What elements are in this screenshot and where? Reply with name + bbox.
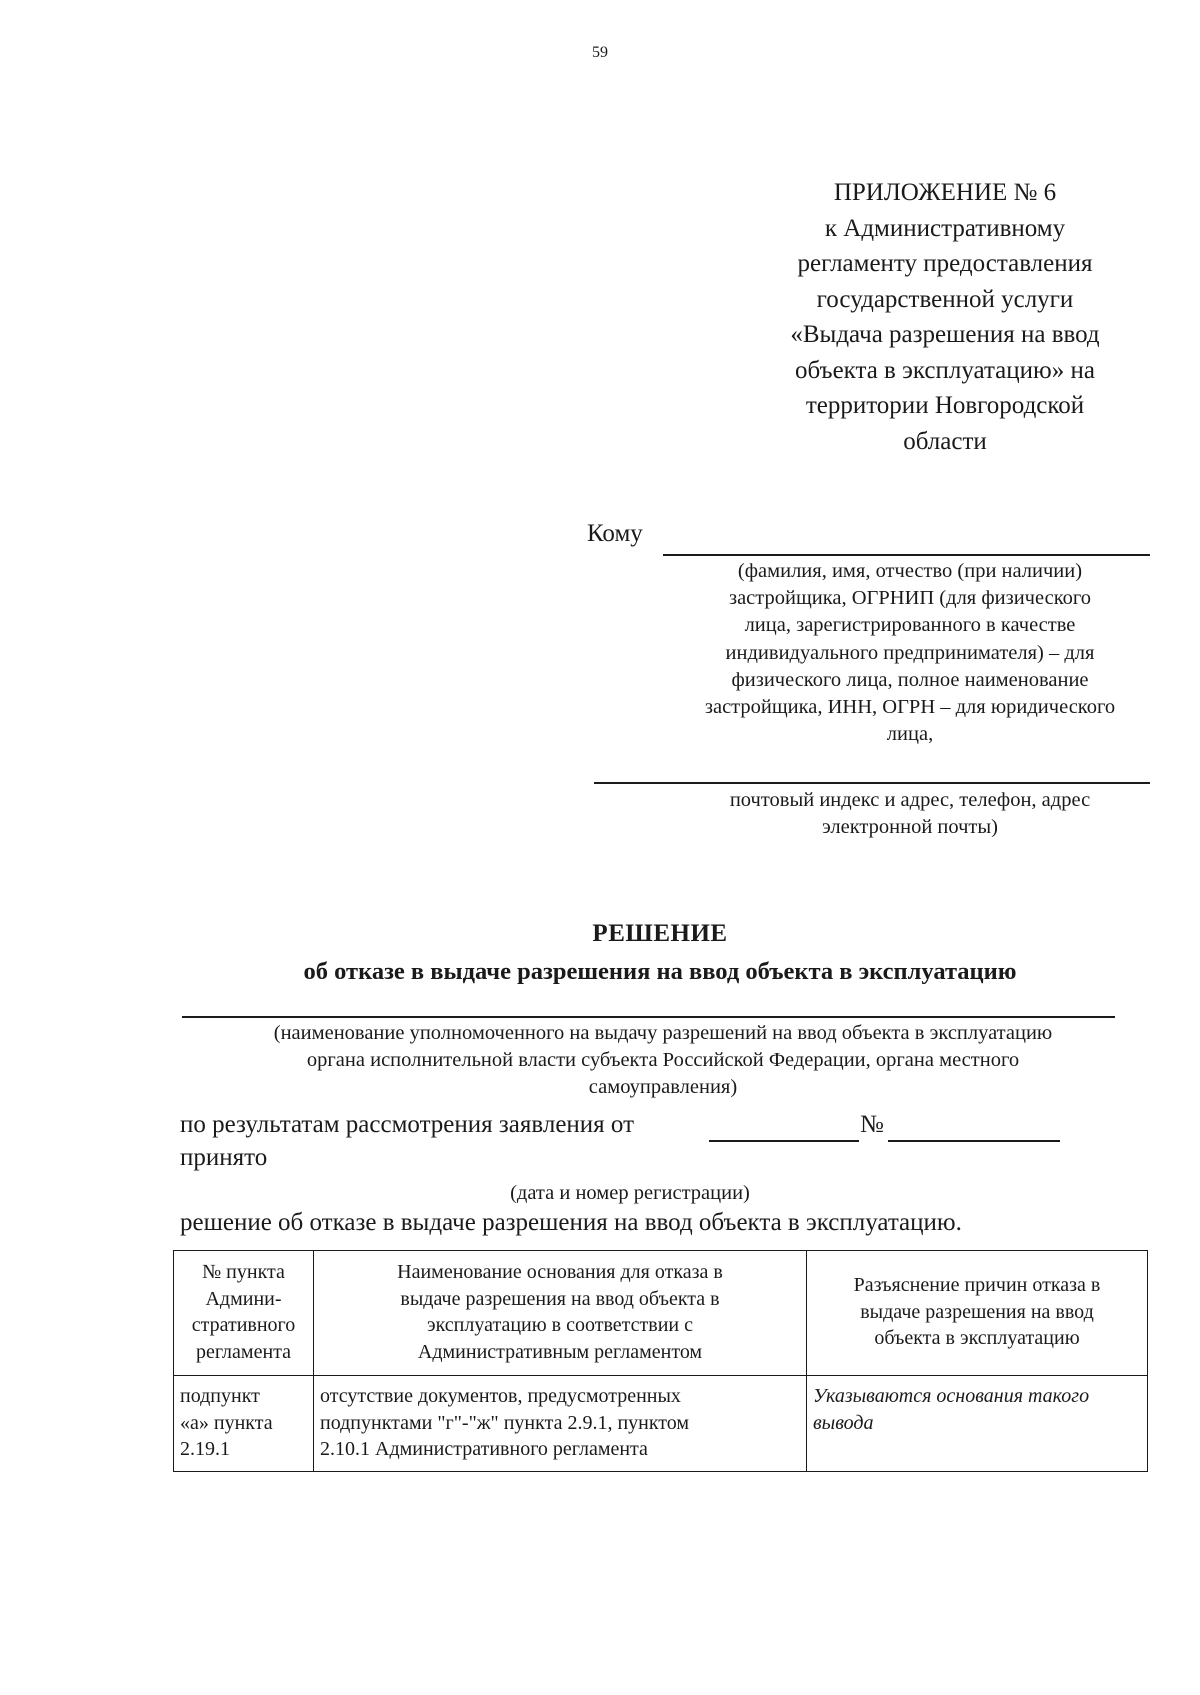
header-line: регламента: [195, 1340, 292, 1363]
hint-line: электронной почты): [821, 816, 998, 839]
cell-line: «а» пункта: [180, 1411, 273, 1434]
hint-line: лица, зарегистрированного в качестве: [744, 614, 1076, 637]
cell-clause: [174, 1376, 314, 1472]
cell-line: подпунктами "г"-"ж" пункта 2.9.1, пунктом: [320, 1411, 690, 1434]
header-explanation: [807, 1251, 1148, 1376]
cell-line: вывода: [813, 1411, 874, 1434]
header-clause: [174, 1251, 314, 1376]
header-line: стративного: [191, 1314, 296, 1336]
recipient-label: Кому: [587, 520, 643, 547]
authority-field-line[interactable]: [182, 1016, 1115, 1018]
hint-line: застройщика, ИНН, ОГРН – для юридического: [704, 696, 1116, 719]
cell-line: 2.10.1 Административного регламента: [320, 1438, 648, 1460]
hint-line: индивидуального предпринимателя) – для: [725, 641, 1095, 664]
hint-line: (фамилия, имя, отчество (при наличии): [737, 560, 1083, 582]
cell-line: 2.19.1: [180, 1438, 230, 1460]
hint-line: застройщика, ОГРНИП (для физического: [728, 587, 1092, 610]
hint-line: (наименование уполномоченного на выдачу разрешений на ввод объекта в эксплуатацию: [273, 1022, 1053, 1044]
appendix-line: «Выдача разрешения на ввод: [790, 321, 1100, 348]
appendix-line: регламенту предоставления: [797, 250, 1093, 277]
appendix-line: объекта в эксплуатацию» на: [795, 356, 1095, 384]
recipient-name-field-line[interactable]: [663, 554, 1150, 556]
review-text: по результатам рассмотрения заявления от: [180, 1111, 635, 1138]
header-line: Разъяснение причин отказа в: [853, 1274, 1101, 1297]
appendix-line: области: [903, 427, 987, 455]
appendix-line: к Административному: [824, 214, 1066, 242]
application-date-field-line[interactable]: [709, 1140, 859, 1142]
recipient-hint: [650, 558, 1170, 748]
cell-line: отсутствие документов, предусмотренных: [320, 1385, 681, 1407]
decision-subtitle: об отказе в выдаче разрешения на ввод объекта в эксплуатацию: [303, 958, 1017, 985]
hint-line: самоуправления): [588, 1076, 738, 1099]
number-sign: №: [860, 1111, 884, 1138]
authority-hint: [163, 1020, 1163, 1102]
appendix-header: [745, 175, 1145, 459]
header-line: Админи-: [205, 1287, 282, 1310]
cell-explanation[interactable]: [807, 1376, 1148, 1472]
appendix-line: государственной услуги: [816, 285, 1074, 313]
page-number: 59: [592, 44, 608, 61]
refusal-grounds-table: [173, 1250, 1148, 1472]
hint-line: почтовый индекс и адрес, телефон, адрес: [729, 789, 1091, 811]
accepted-text: принято: [180, 1144, 268, 1171]
recipient-address-field-line[interactable]: [594, 782, 1150, 784]
appendix-line: ПРИЛОЖЕНИЕ № 6: [833, 179, 1057, 206]
recipient-address-hint: [650, 787, 1170, 841]
cell-line: Указываются основания такого: [813, 1385, 1090, 1407]
table-header-row: [174, 1251, 1148, 1376]
hint-line: лица,: [886, 723, 934, 746]
header-line: Административным регламентом: [417, 1340, 703, 1363]
header-line: эксплуатацию в соответствии с: [427, 1314, 693, 1336]
header-ground: [314, 1251, 807, 1376]
decision-title: РЕШЕНИЕ: [592, 920, 728, 947]
header-line: объекта в эксплуатацию: [874, 1327, 1080, 1350]
hint-line: физического лица, полное наименование: [731, 668, 1089, 691]
application-number-field-line[interactable]: [888, 1140, 1060, 1142]
date-hint: (дата и номер регистрации): [510, 1182, 750, 1204]
header-line: выдаче разрешения на ввод: [860, 1300, 1094, 1323]
header-line: Наименование основания для отказа в: [397, 1261, 723, 1283]
cell-line: подпункт: [180, 1385, 260, 1407]
hint-line: органа исполнительной власти субъекта Российской Федерации, органа местного: [306, 1049, 1020, 1072]
header-line: выдаче разрешения на ввод объекта в: [400, 1287, 720, 1310]
decision-text: решение об отказе в выдаче разрешения на ввод объекта в эксплуатацию.: [180, 1209, 962, 1236]
appendix-line: территории Новгородской: [805, 392, 1085, 419]
cell-ground: [314, 1376, 807, 1472]
table-row: [174, 1376, 1148, 1472]
header-line: № пункта: [202, 1261, 285, 1283]
